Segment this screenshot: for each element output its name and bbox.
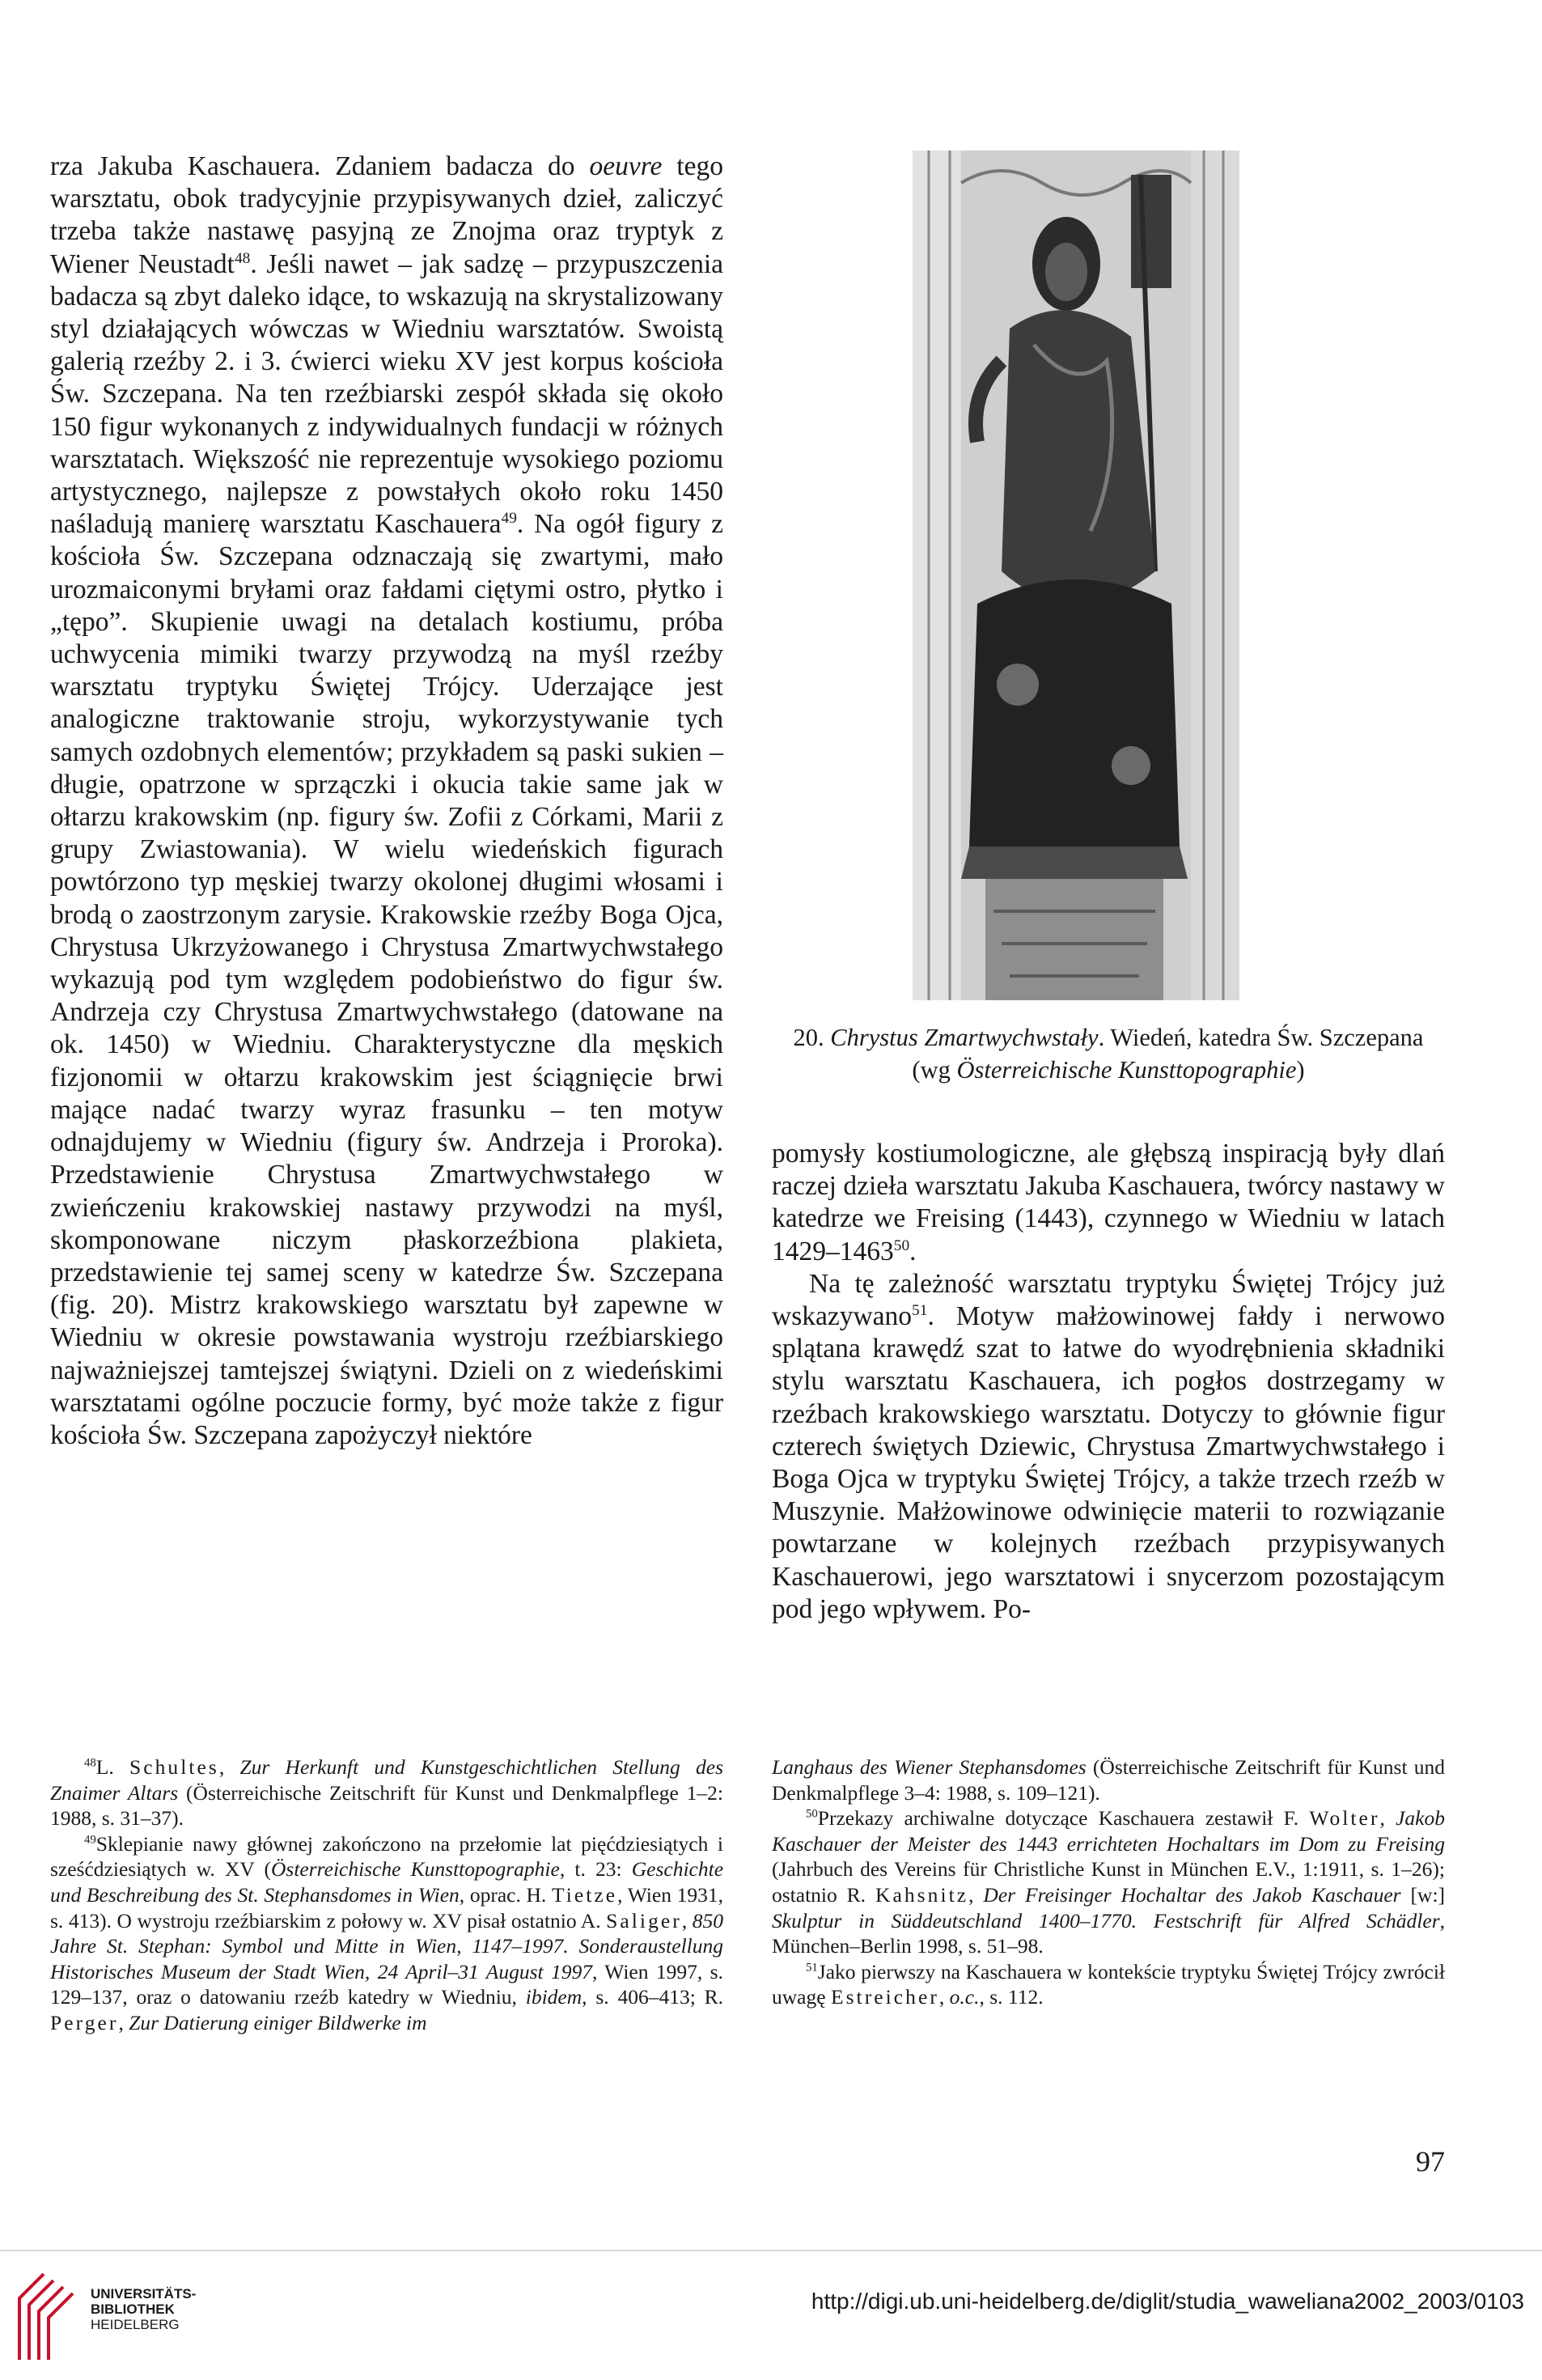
footnote-ref: 51: [912, 1301, 928, 1319]
footnote-51: $^{51}$Jako pierwszy na Kaschauera w kontekście tryptyku Świętej Trójcy zwrócił uwagę Estreicher, o.c., s. 112.: [772, 1959, 1445, 2009]
figure-caption: 20. Chrystus Zmartwychwstały. Wiedeń, katedra Św. Szczepana (wg Österreichische Kunsttopographie): [793, 1024, 1424, 1084]
footnote-49: $^{49}$Sklepianie nawy głównej zakończono na przełomie lat pięćdziesiątych i sześćdziesiątych w. XV (Österreichische Kunsttopographie, t. 23: Geschichte und Beschreibung des St. Stephansdomes in Wien, oprac. H. Tietze, Wien 1931, s. 413). O wystroju rzeźbiarskim z połowy w. XV pisał ostatnio A. Saliger, 850 Jahre St. Stephan: Symbol und Mitte in Wien, 1147–1997. Sonderaustellung Historisches Museum der Stadt Wien, 24 April–31 August 1997, Wien 1997, s. 129–137, oraz o datowaniu rzeźb katedry w Wiedniu, ibidem, s. 406–413; R. Perger, Zur Datierung einiger Bildwerke im: [50, 1831, 724, 2034]
figure-photo-christ-resurrected: [913, 151, 1239, 1000]
sculpture-illustration: [913, 151, 1239, 1000]
footnote-48: $^{48}$L. Schultes, Zur Herkunft und Kunstgeschichtlichen Stellung des Znaimer Altars (Österreichische Zeitschrift für Kunst und Denkmalpflege 1–2: 1988, s. 31–37).: [50, 1755, 724, 1831]
library-logo-icon[interactable]: [11, 2266, 81, 2363]
footer-divider: [0, 2250, 1542, 2251]
body-column-right: [772, 1138, 1445, 1626]
paragraph: pomysły kostiumologiczne, ale głębszą inspiracją były dlań raczej dzieła warsztatu Jakuba Kaschauera, twórcy nastawy w katedrze we Freising (1443), czynnego w Wiedniu w latach 1429–1463$^{50}$.: [772, 1139, 1445, 1266]
source-url-link[interactable]: http://digi.ub.uni-heidelberg.de/diglit/studia_waweliana2002_2003/0103: [811, 2289, 1524, 2314]
footnote-50: $^{50}$Przekazy archiwalne dotyczące Kaschauera zestawił F. Wolter, Jakob Kaschauer der Meister des 1443 errichteten Hochaltars im Dom zu Freising (Jahrbuch des Vereins für Christliche Kunst in München E.V., 1:1911, s. 1–26); ostatnio R. Kahsnitz, Der Freisinger Hochaltar des Jakob Kaschauer [w:] Skulptur in Süddeutschland 1400–1770. Festschrift für Alfred Schädler, München–Berlin 1998, s. 51–98.: [772, 1806, 1446, 1958]
paragraph: rza Jakuba Kaschauera. Zdaniem badacza do oeuvre tego warsztatu, obok tradycyjnie przypisywanych dzieł, zaliczyć trzeba także nastawę pasyjną ze Znojma oraz tryptyk z Wiener Neustadt$^{48}$. Jeśli nawet – jak sadzę – przypuszczenia badacza są zbyt daleko idące, to wskazują na skrystalizowany styl działających wówczas w Wiedniu warsztatów. Swoistą galerią rzeźby 2. i 3. ćwierci wieku XV jest korpus kościoła Św. Szczepana. Na ten rzeźbiarski zespół składa się około 150 figur wykonanych z indywidualnych fundacji w różnych warsztatach. Większość nie reprezentuje wysokiego poziomu artystycznego, najlepsze z powstałych około roku 1450 naśladują manierę warsztatu Kaschauera$^{49}$. Na ogół figury z kościoła Św. Szczepana odznaczają się zwartymi, mało urozmaiconymi bryłami oraz fałdami ciętymi ostro, płytko i „tępo”. Skupienie uwagi na detalach kostiumu, próba uchwycenia mimiki twarzy przywodzą na myśl rzeźby warsztatu tryptyku Świętej Trójcy. Uderzające jest analogiczne traktowanie stroju, wykorzystywanie tych samych ozdobnych elementów; przykładem są paski sukien – długie, opatrzone w sprzączki i okucia takie same jak w ołtarzu krakowskim (np. figury św. Zofii z Córkami, Marii z grupy Zwiastowania). W wielu wiedeńskich figurach powtórzono typ męskiej twarzy okolonej długimi włosami i brodą o zaostrzonym zarysie. Krakowskie rzeźby Boga Ojca, Chrystusa Ukrzyżowanego i Chrystusa Zmartwychwstałego wykazują pod tym względem podobieństwo do figur św. Andrzeja czy Chrystusa Zmartwychwstałego (datowane na ok. 1450) w Wiedniu. Charakterystyczne dla męskich fizjonomii w ołtarzu krakowskim jest ściągnięcie brwi mające nadać twarzy wyraz frasunku – ten motyw odnajdujemy w Wiedniu (figury św. Andrzeja i Proroka). Przedstawienie Chrystusa Zmartwychwstałego w zwieńczeniu krakowskiej nastawy przywodzi na myśl, skomponowane niczym płaskorzeźbiona plakieta, przedstawienie tej samej sceny w katedrze Św. Szczepana (fig. 20). Mistrz krakowskiego warsztatu był zapewne w Wiedniu w okresie powstawania wystroju rzeźbiarskiego najważniejszej tamtejszej świątyni. Dzieli on z wiedeńskimi warsztatami ogólne poczucie formy, być może także z figur kościoła Św. Szczepana zapożyczył niektóre: [50, 151, 723, 1450]
footnotes-right: [772, 1754, 1445, 2010]
footnotes-left: [50, 1754, 723, 2036]
library-name[interactable]: UNIVERSITÄTS- BIBLIOTHEK HEIDELBERG: [91, 2286, 197, 2332]
footnote-ref: 49: [501, 510, 517, 528]
footnote-49-continued: Langhaus des Wiener Stephansdomes (Österreichische Zeitschrift für Kunst und Denkmalpflege 3–4: 1988, s. 109–121).: [772, 1755, 1446, 1805]
page-number: 97: [1416, 2145, 1445, 2178]
footnote-ref: 50: [893, 1237, 910, 1254]
body-column-left: [50, 151, 723, 1452]
footnote-ref: 48: [234, 249, 251, 267]
paragraph: Na tę zależność warsztatu tryptyku Świętej Trójcy już wskazywano$^{51}$. Motyw małżowinowej fałdy i nerwowo splątana krawędź szat to łatwe do wyodrębnienia składniki stylu warsztatu Kaschauera, ich pogłos dostrzegamy w rzeźbach krakowskiego warsztatu. Dotyczy to głównie figur czterech świętych Dziewic, Chrystusa Zmartwychwstałego i Boga Ojca w tryptyku Świętej Trójcy, a także trzech rzeźb w Muszynie. Małżowinowe odwinięcie materii to rozwiązanie powtarzane w kolejnych rzeźbach przypisywanych Kaschauerowi, jego warsztatowi i snycerzom pozostającym pod jego wpływem. Po-: [772, 1268, 1445, 1624]
